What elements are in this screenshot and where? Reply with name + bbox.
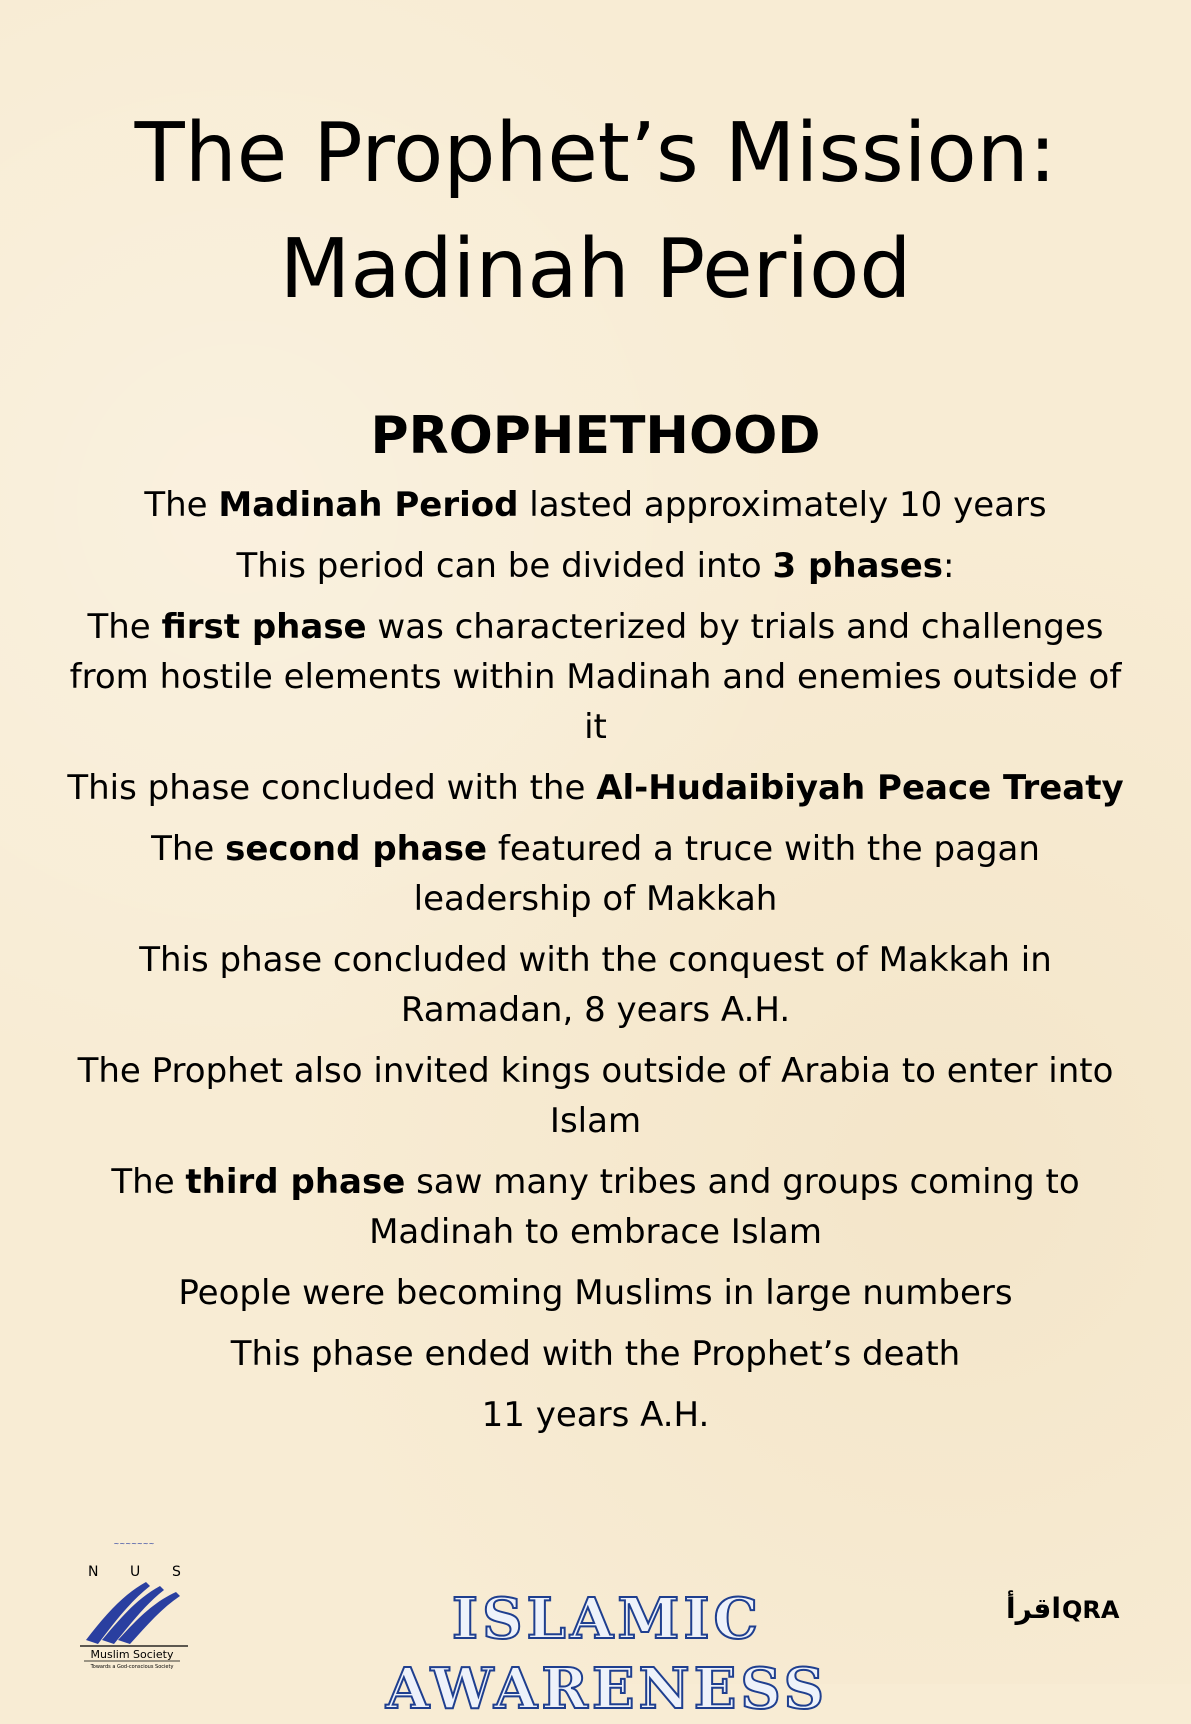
title-line-1: The Prophet’s Mission:: [134, 106, 1057, 201]
body-paragraph: [60, 480, 1131, 530]
body-paragraph: [60, 1268, 1131, 1318]
text-run: 11 years A.H.: [481, 1395, 710, 1435]
bold-phrase: 3 phases: [772, 546, 944, 586]
body-paragraph: [60, 935, 1131, 1035]
text-run: :: [943, 546, 955, 586]
text-run: featured a truce with the pagan leadership of Makkah: [413, 829, 1040, 919]
text-run: The: [151, 829, 226, 869]
text-run: This phase ended with the Prophet’s death: [230, 1334, 961, 1374]
text-run: This phase concluded with the conquest of Makkah in Ramadan, 8 years A.H.: [139, 940, 1052, 1030]
text-run: was characterized by trials and challenges from hostile elements within Madinah and enemies outside of it: [69, 607, 1122, 747]
nus-letter-s: S: [172, 1564, 181, 1580]
body-paragraph: [60, 602, 1131, 752]
body-paragraph: [60, 763, 1131, 813]
text-run: The: [87, 607, 162, 647]
nus-logo-name: Muslim Society: [90, 1648, 174, 1661]
body-paragraph: [60, 1046, 1131, 1146]
iqra-logo-icon: [1004, 1584, 1130, 1632]
bold-phrase: second phase: [225, 829, 488, 869]
text-run: The: [111, 1162, 186, 1202]
body-paragraph: [60, 541, 1131, 591]
iqra-logo-latin: QRA: [1062, 1596, 1120, 1624]
text-run: saw many tribes and groups coming to Madinah to embrace Islam: [369, 1162, 1080, 1252]
nus-logo-tagline: Towards a God-conscious Society: [90, 1664, 174, 1670]
title-line-2: Madinah Period: [279, 222, 912, 317]
body-text: [60, 480, 1131, 1451]
section-heading: PROPHETHOOD: [370, 406, 821, 466]
text-run: People were becoming Muslims in large numbers: [178, 1273, 1013, 1313]
text-run: This period can be divided into: [236, 546, 773, 586]
iqra-logo-arabic: اقرأ: [1006, 1592, 1061, 1625]
bold-phrase: Madinah Period: [218, 485, 519, 525]
nus-letter-u: U: [130, 1564, 141, 1580]
text-run: This phase concluded with the: [67, 768, 597, 808]
text-run: The Prophet also invited kings outside of Arabia to enter into Islam: [77, 1051, 1114, 1141]
nus-muslim-society-logo-icon: [76, 1534, 198, 1672]
bold-phrase: Al-Hudaibiyah Peace Treaty: [596, 768, 1124, 808]
nus-letter-n: N: [88, 1564, 99, 1580]
body-paragraph: [60, 1329, 1131, 1379]
bold-phrase: first phase: [161, 607, 367, 647]
body-paragraph: [60, 1390, 1131, 1440]
text-run: lasted approximately 10 years: [518, 485, 1047, 525]
footer: [0, 1520, 1191, 1722]
nus-logo-arc-text: ~~~~~~~: [113, 1540, 155, 1548]
page-title: [0, 96, 1191, 328]
nus-wave-mark: [86, 1582, 180, 1644]
islamic-awareness-banner: ISLAMIC AWARENESS: [385, 1586, 829, 1722]
body-paragraph: [60, 824, 1131, 924]
text-run: The: [144, 485, 219, 525]
bold-phrase: third phase: [185, 1162, 406, 1202]
body-paragraph: [60, 1157, 1131, 1257]
